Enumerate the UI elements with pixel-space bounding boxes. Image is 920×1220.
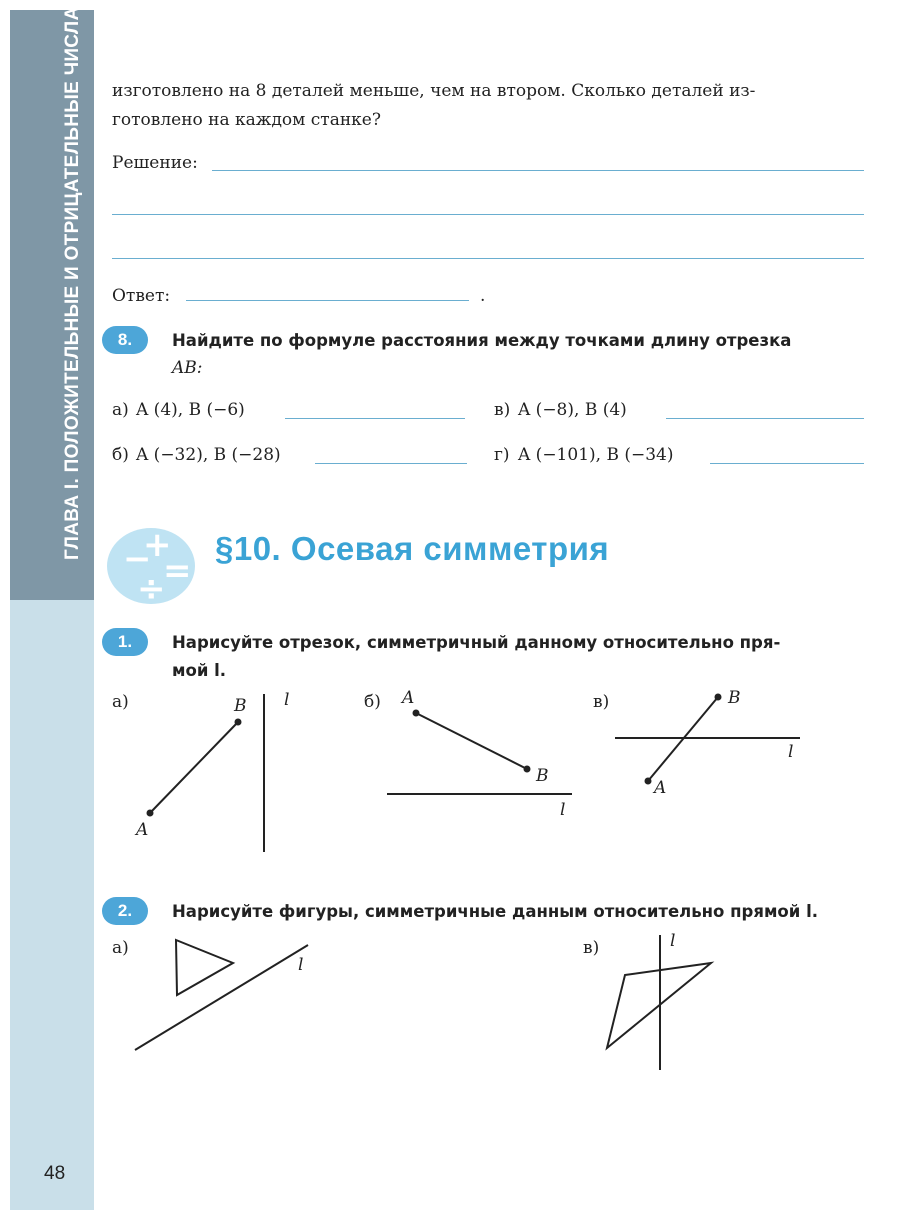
chapter-title: ГЛАВА I. ПОЛОЖИТЕЛЬНЫЕ И ОТРИЦАТЕЛЬНЫЕ ЧИСЛА — [62, 6, 83, 560]
task1-a-label-b: B — [234, 696, 247, 716]
answer-period: . — [480, 286, 486, 306]
task8-item-g-letter: г) — [494, 445, 510, 465]
task2-prompt: Нарисуйте фигуры, симметричные данным относительно прямой l. — [172, 902, 818, 921]
minus-symbol: − — [123, 539, 152, 579]
task7-line2: готовлено на каждом станке? — [112, 110, 381, 130]
task1-v-label-l: l — [788, 742, 794, 762]
solution-label: Решение: — [112, 153, 198, 173]
task1-v-label-b: B — [728, 688, 741, 708]
page-number: 48 — [44, 1163, 66, 1184]
task1-prompt-line1: Нарисуйте отрезок, симметричный данному относительно пря- — [172, 633, 781, 652]
task1-v-label-a: A — [654, 778, 667, 798]
task8-item-v-text: A (−8), B (4) — [518, 400, 627, 420]
plus-symbol: + — [143, 525, 172, 565]
answer-label: Ответ: — [112, 286, 171, 306]
task2-a-axis — [135, 945, 308, 1050]
task2-a-label-l: l — [298, 955, 304, 975]
task8-item-v-letter: в) — [494, 400, 511, 420]
task1-b-label-l: l — [560, 800, 566, 820]
task7-line1: изготовлено на 8 деталей меньше, чем на втором. Сколько деталей из- — [112, 81, 756, 101]
task8-badge: 8. — [102, 326, 148, 354]
task8-item-g-text: A (−101), B (−34) — [518, 445, 674, 465]
task1-prompt-line2: мой l. — [172, 661, 227, 680]
section-title: §10. Осевая симметрия — [215, 530, 610, 567]
task8-item-b-letter: б) — [112, 445, 129, 465]
task1-a-label-a: A — [136, 820, 149, 840]
task1-b-letter: б) — [364, 692, 381, 712]
divide-symbol: ÷ — [137, 569, 166, 608]
task1-a-letter: а) — [112, 692, 129, 712]
task8-item-a-letter: а) — [112, 400, 129, 420]
task1-a-label-l: l — [284, 690, 290, 710]
task8-item-a-text: A (4), B (−6) — [136, 400, 245, 420]
task2-a-letter: а) — [112, 938, 129, 958]
task1-badge: 1. — [102, 628, 148, 656]
task2-badge: 2. — [102, 897, 148, 925]
equals-symbol: = — [163, 551, 192, 591]
task8-item-b-text: A (−32), B (−28) — [136, 445, 281, 465]
task8-prompt-line1: Найдите по формуле расстояния между точками длину отрезка — [172, 331, 792, 350]
task1-b-label-b: B — [536, 766, 549, 786]
task1-v-letter: в) — [593, 692, 610, 712]
task2-v-letter: в) — [583, 938, 600, 958]
task8-prompt-line2: AB: — [172, 358, 203, 378]
task2-v-label-l: l — [670, 931, 676, 951]
task2-a-triangle — [176, 940, 233, 995]
task1-b-label-a: A — [402, 688, 415, 708]
